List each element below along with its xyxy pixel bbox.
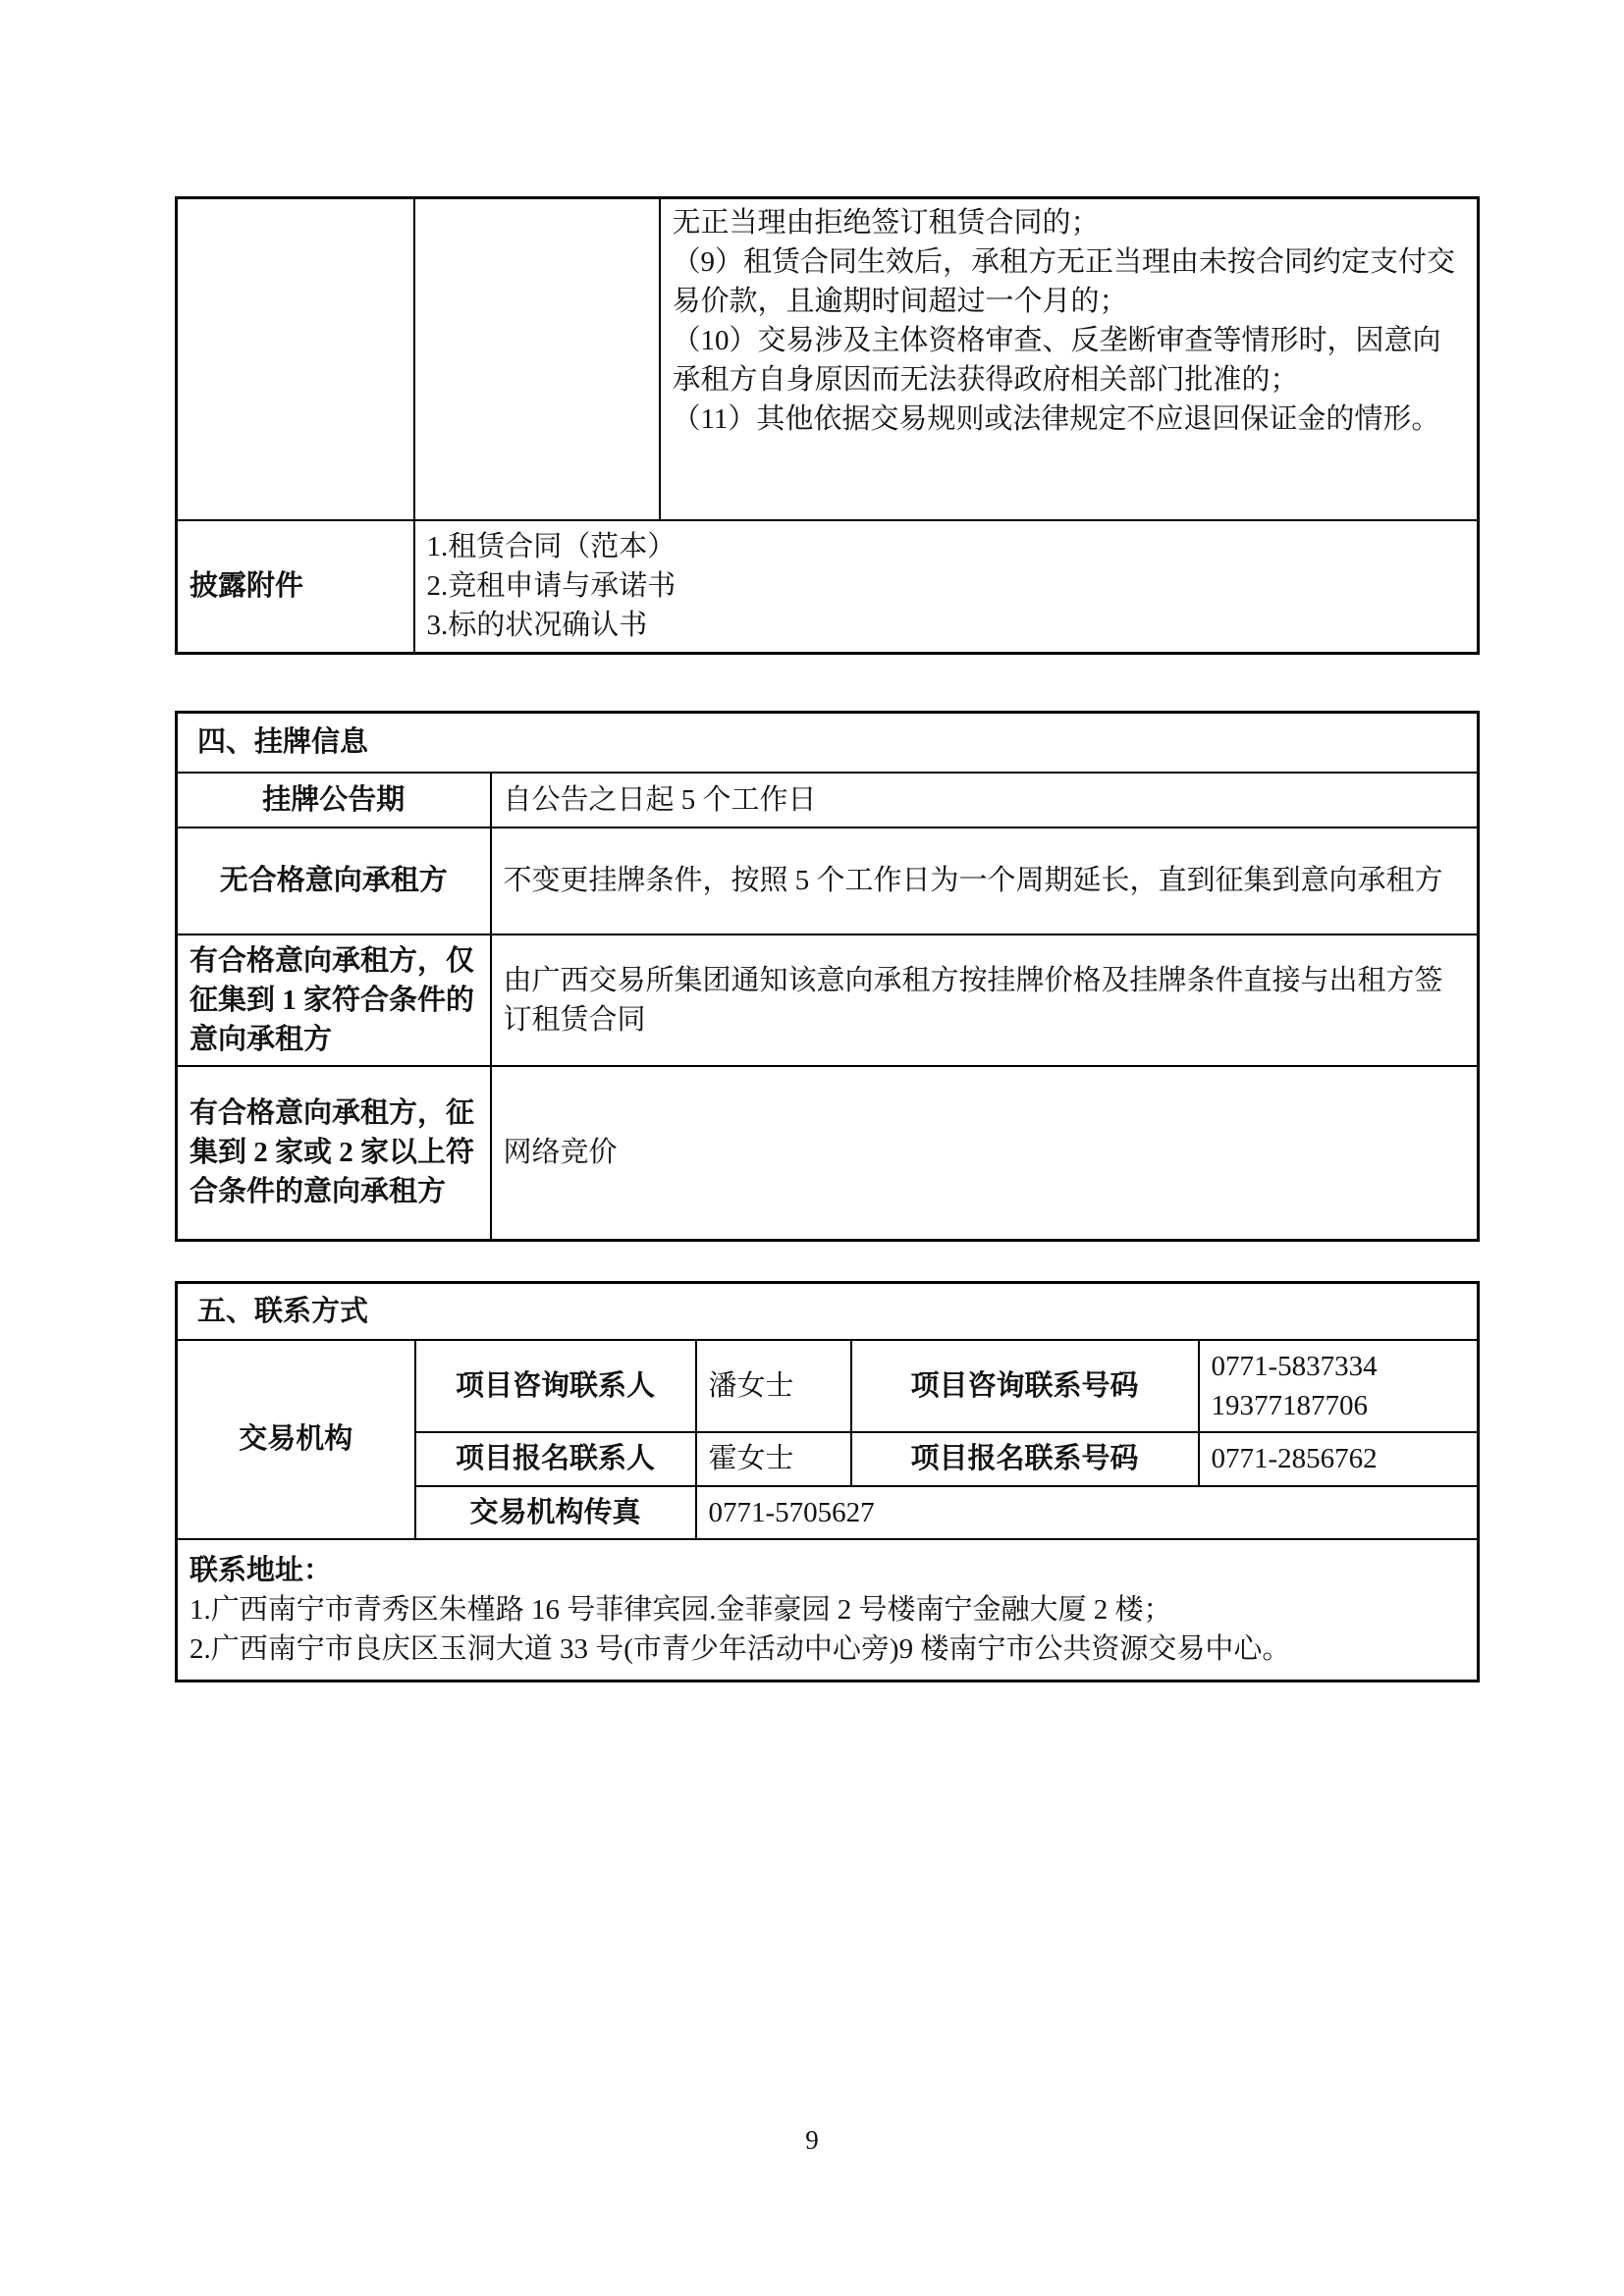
contact-address-cell [177, 1539, 1479, 1682]
listing-info-header-row [177, 713, 1479, 773]
phone-number: 0771-5837334 [1211, 1350, 1378, 1382]
listing-info-table [175, 711, 1480, 1242]
one-qualified-tenant-value: 由广西交易所集团通知该意向承租方按挂牌价格及挂牌条件直接与出租方签订租赁合同 [491, 934, 1479, 1066]
continuation-table [175, 196, 1480, 655]
one-qualified-tenant-row [177, 934, 1479, 1066]
address-line: 2.广西南宁市良庆区玉洞大道 33 号(市青少年活动中心旁)9 楼南宁市公共资源交易中心。 [189, 1632, 1291, 1665]
one-qualified-tenant-label: 有合格意向承租方，仅征集到 1 家符合条件的意向承租方 [177, 934, 491, 1066]
attachment-item: 3.标的状况确认书 [426, 610, 648, 642]
disclosure-attachments-list [414, 520, 1479, 654]
consult-contact-label: 项目咨询联系人 [415, 1340, 696, 1432]
contact-info-header-row [177, 1283, 1479, 1340]
consult-contact-name: 潘女士 [696, 1340, 851, 1432]
contact-address-title: 联系地址： [189, 1554, 333, 1586]
no-qualified-tenant-label: 无合格意向承租方 [177, 828, 491, 934]
announcement-period-value: 自公告之日起 5 个工作日 [491, 773, 1479, 828]
agency-label-cell: 交易机构 [177, 1340, 415, 1539]
address-line: 1.广西南宁市青秀区朱槿路 16 号菲律宾园.金菲豪园 2 号楼南宁金融大厦 2 楼； [189, 1593, 1172, 1626]
multiple-qualified-tenants-label: 有合格意向承租方，征集到 2 家或 2 家以上符合条件的意向承租方 [177, 1066, 491, 1241]
listing-info-title: 四、挂牌信息 [177, 713, 1479, 773]
deposit-clauses-row [177, 198, 1479, 520]
signup-contact-name: 霍女士 [696, 1432, 851, 1486]
empty-cell-1 [177, 198, 414, 520]
contact-address-row [177, 1539, 1479, 1682]
announcement-period-row [177, 773, 1479, 828]
no-qualified-tenant-row [177, 828, 1479, 934]
disclosure-attachments-label: 披露附件 [177, 520, 414, 654]
disclosure-attachments-row [177, 520, 1479, 654]
clause-paragraph: 无正当理由拒绝签订租赁合同的； [672, 207, 1100, 239]
empty-cell-2 [414, 198, 660, 520]
signup-contact-label: 项目报名联系人 [415, 1432, 696, 1486]
announcement-period-label: 挂牌公告期 [177, 773, 491, 828]
fax-number: 0771-5705627 [696, 1486, 1479, 1539]
consult-phone-numbers [1199, 1340, 1479, 1432]
page-number: 9 [805, 2125, 819, 2155]
consult-phone-label: 项目咨询联系号码 [851, 1340, 1199, 1432]
phone-number: 19377187706 [1211, 1389, 1368, 1421]
multiple-qualified-tenants-row [177, 1066, 1479, 1241]
no-qualified-tenant-value: 不变更挂牌条件，按照 5 个工作日为一个周期延长，直到征集到意向承租方 [491, 828, 1479, 934]
clause-paragraph: （9）租赁合同生效后，承租方无正当理由未按合同约定支付交易价款，且逾期时间超过一个月的； [672, 246, 1456, 317]
contact-info-title: 五、联系方式 [177, 1283, 1479, 1340]
attachment-item: 1.租赁合同（范本） [426, 531, 677, 563]
signup-phone-number: 0771-2856762 [1199, 1432, 1479, 1486]
signup-phone-label: 项目报名联系号码 [851, 1432, 1199, 1486]
consult-contact-row [177, 1340, 1479, 1432]
multiple-qualified-tenants-value: 网络竞价 [491, 1066, 1479, 1241]
clause-paragraph: （11）其他依据交易规则或法律规定不应退回保证金的情形。 [672, 403, 1440, 435]
attachment-item: 2.竞租申请与承诺书 [426, 570, 677, 603]
contact-info-table [175, 1281, 1480, 1682]
clause-paragraph: （10）交易涉及主体资格审查、反垄断审查等情形时，因意向承租方自身原因而无法获得政府相关部门批准的； [672, 325, 1441, 396]
deposit-refund-clauses-cell [660, 198, 1479, 520]
fax-label: 交易机构传真 [415, 1486, 696, 1539]
